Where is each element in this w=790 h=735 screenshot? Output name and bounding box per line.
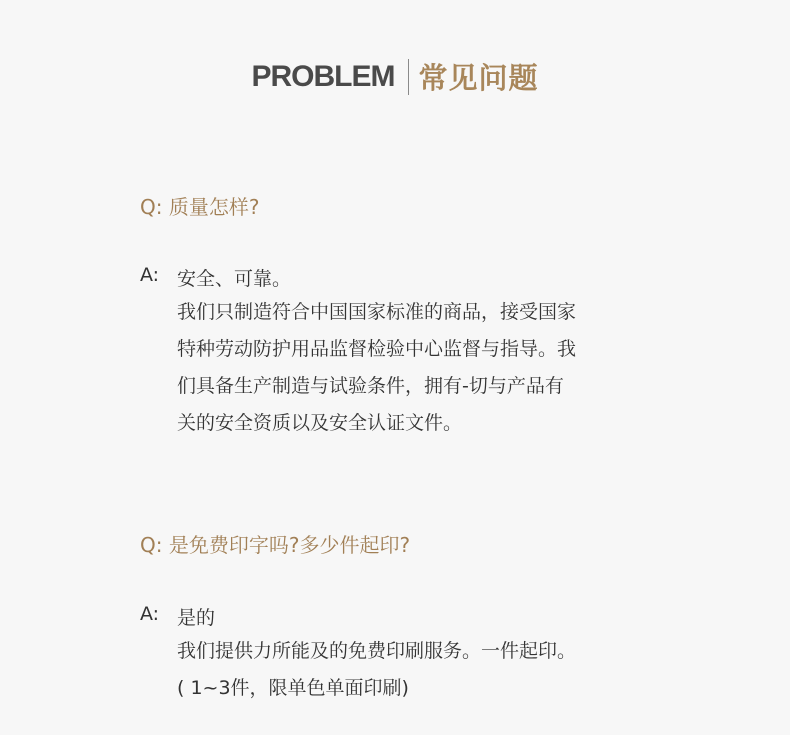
page-title-english: PROBLEM xyxy=(251,59,395,93)
faq-question: Q: 质量怎样? xyxy=(140,195,260,219)
page-header xyxy=(0,56,790,97)
answer-lead: 是的 xyxy=(177,607,216,629)
answer-lead: 安全、可靠。 xyxy=(177,268,292,290)
title-divider xyxy=(408,59,409,95)
page-title-chinese: 常见问题 xyxy=(418,61,539,95)
faq-item xyxy=(140,191,660,220)
faq-question: Q: 是免费印字吗?多少件起印? xyxy=(140,533,411,557)
answer-body: 我们只制造符合中国国家标准的商品，接受国家 特种劳动防护用品监督检验中心监督与指导。我 们具备生产制造与试验条件，拥有-切与产品有 关的安全资质以及安全认证文件。 xyxy=(177,301,577,434)
answer-label: A: xyxy=(140,603,160,625)
answer-body: 我们提供力所能及的免费印刷服务。一件起印。 ( 1~3件，限单色单面印刷) xyxy=(177,640,577,699)
answer-label: A: xyxy=(140,264,160,286)
faq-item xyxy=(140,529,660,558)
